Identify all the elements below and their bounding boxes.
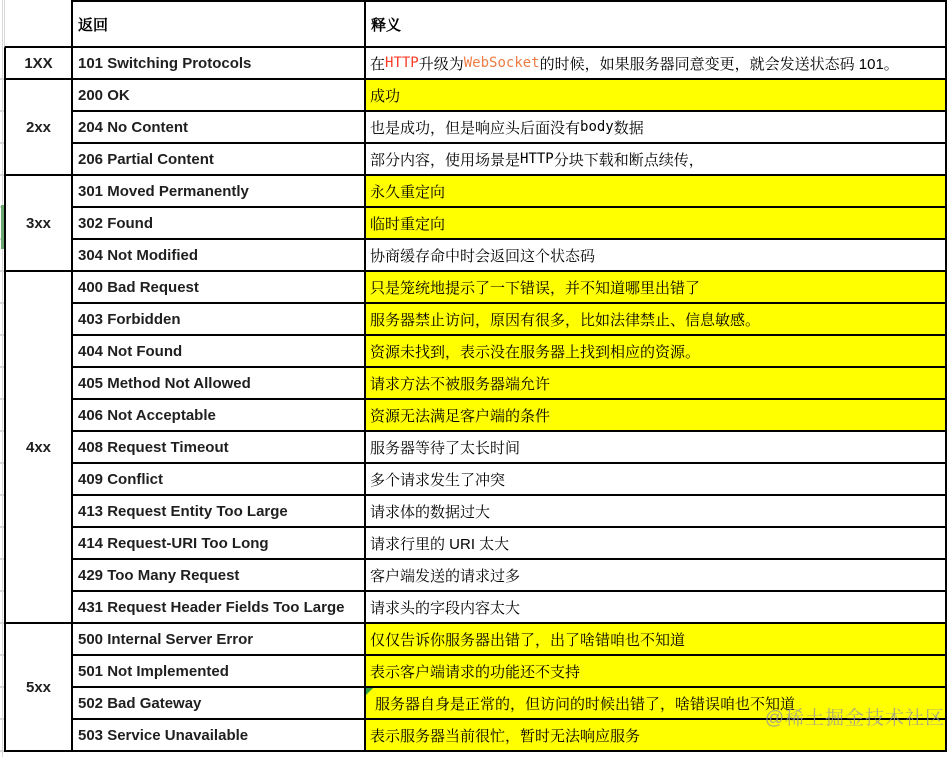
header-meaning: 释义 (366, 0, 947, 48)
meaning-text: 请求行里的 URI 太大 (370, 535, 510, 553)
meaning-cell (366, 432, 947, 464)
status-table (4, 0, 947, 752)
meaning-cell (366, 624, 947, 656)
meaning-text: 升级为 (418, 55, 464, 73)
status-code-cell: 101 Switching Protocols (73, 48, 366, 80)
meaning-text: 表示服务器当前很忙，暂时无法响应服务 (370, 727, 641, 745)
status-code-cell: 304 Not Modified (73, 240, 366, 272)
meaning-text: 临时重定向 (370, 215, 446, 233)
meaning-text: 仅仅告诉你服务器出错了，出了啥错咱也不知道 (370, 631, 686, 649)
meaning-text: 服务器禁止访问，原因有很多，比如法律禁止、信息敏感。 (370, 311, 761, 329)
meaning-text: 分块下载和断点续传， (553, 151, 704, 169)
status-code-cell: 200 OK (73, 80, 366, 112)
status-code-cell: 204 No Content (73, 112, 366, 144)
meaning-text: 资源未找到，表示没在服务器上找到相应的资源。 (370, 343, 701, 361)
meaning-text: 服务器等待了太长时间 (370, 439, 521, 457)
meaning-cell (366, 656, 947, 688)
meaning-text: 请求头的字段内容太大 (370, 599, 521, 617)
status-group-cell-3xx: 3xx (4, 176, 73, 272)
meaning-cell (366, 496, 947, 528)
status-group-cell-2xx: 2xx (4, 80, 73, 176)
meaning-text-http: HTTP (385, 55, 419, 71)
header-return: 返回 (73, 0, 366, 48)
meaning-cell (366, 112, 947, 144)
meaning-text: 请求体的数据过大 (370, 503, 491, 521)
status-code-cell: 409 Conflict (73, 464, 366, 496)
meaning-cell (366, 560, 947, 592)
status-code-cell: 501 Not Implemented (73, 656, 366, 688)
meaning-text-http: HTTP (520, 151, 554, 167)
status-code-cell: 403 Forbidden (73, 304, 366, 336)
status-code-cell: 302 Found (73, 208, 366, 240)
status-group-cell-5xx: 5xx (4, 624, 73, 752)
status-code-cell: 413 Request Entity Too Large (73, 496, 366, 528)
meaning-text: 协商缓存命中时会返回这个状态码 (370, 247, 596, 265)
status-group-cell-1xx: 1XX (4, 48, 73, 80)
meaning-text-websocket: WebSocket (463, 55, 540, 71)
meaning-cell (366, 336, 947, 368)
meaning-text-body: body (580, 119, 614, 135)
meaning-cell (366, 464, 947, 496)
status-code-cell: 500 Internal Server Error (73, 624, 366, 656)
meaning-text: 成功 (370, 87, 401, 105)
meaning-text: 服务器自身是正常的，但访问的时候出错了，啥错误咱也不知道 (375, 695, 796, 713)
status-code-cell: 206 Partial Content (73, 144, 366, 176)
meaning-cell (366, 400, 947, 432)
meaning-text: 只是笼统地提示了一下错误，并不知道哪里出错了 (370, 279, 701, 297)
meaning-cell (366, 80, 947, 112)
header-blank-cell (4, 0, 73, 48)
meaning-text: 客户端发送的请求过多 (370, 567, 521, 585)
status-code-cell: 414 Request-URI Too Long (73, 528, 366, 560)
meaning-cell (366, 144, 947, 176)
status-code-cell: 405 Method Not Allowed (73, 368, 366, 400)
meaning-text: 永久重定向 (370, 183, 446, 201)
meaning-cell (366, 176, 947, 208)
meaning-cell (366, 208, 947, 240)
meaning-cell (366, 528, 947, 560)
status-code-cell: 431 Request Header Fields Too Large (73, 592, 366, 624)
meaning-cell (366, 368, 947, 400)
meaning-text: 在 (370, 55, 386, 73)
status-code-cell: 408 Request Timeout (73, 432, 366, 464)
status-code-cell: 400 Bad Request (73, 272, 366, 304)
status-group-cell-4xx: 4xx (4, 272, 73, 624)
meaning-text: 多个请求发生了冲突 (370, 471, 506, 489)
meaning-text: 部分内容，使用场景是 (370, 151, 521, 169)
meaning-cell (366, 48, 947, 80)
community-watermark: @稀土掘金技术社区 (764, 708, 945, 729)
meaning-text: 表示客户端请求的功能还不支持 (370, 663, 581, 681)
meaning-cell (366, 592, 947, 624)
meaning-cell (366, 304, 947, 336)
meaning-cell (366, 240, 947, 272)
meaning-text: 的时候，如果服务器同意变更，就会发送状态码 101。 (539, 55, 899, 73)
meaning-text: 资源无法满足客户端的条件 (370, 407, 551, 425)
status-code-cell: 429 Too Many Request (73, 560, 366, 592)
status-code-cell: 301 Moved Permanently (73, 176, 366, 208)
meaning-text: 也是成功，但是响应头后面没有 (370, 119, 581, 137)
status-code-cell: 502 Bad Gateway (73, 688, 366, 720)
meaning-cell (366, 272, 947, 304)
status-code-cell: 406 Not Acceptable (73, 400, 366, 432)
meaning-text: 数据 (613, 119, 644, 137)
status-code-cell: 503 Service Unavailable (73, 720, 366, 752)
status-code-cell: 404 Not Found (73, 336, 366, 368)
meaning-text: 请求方法不被服务器端允许 (370, 375, 551, 393)
